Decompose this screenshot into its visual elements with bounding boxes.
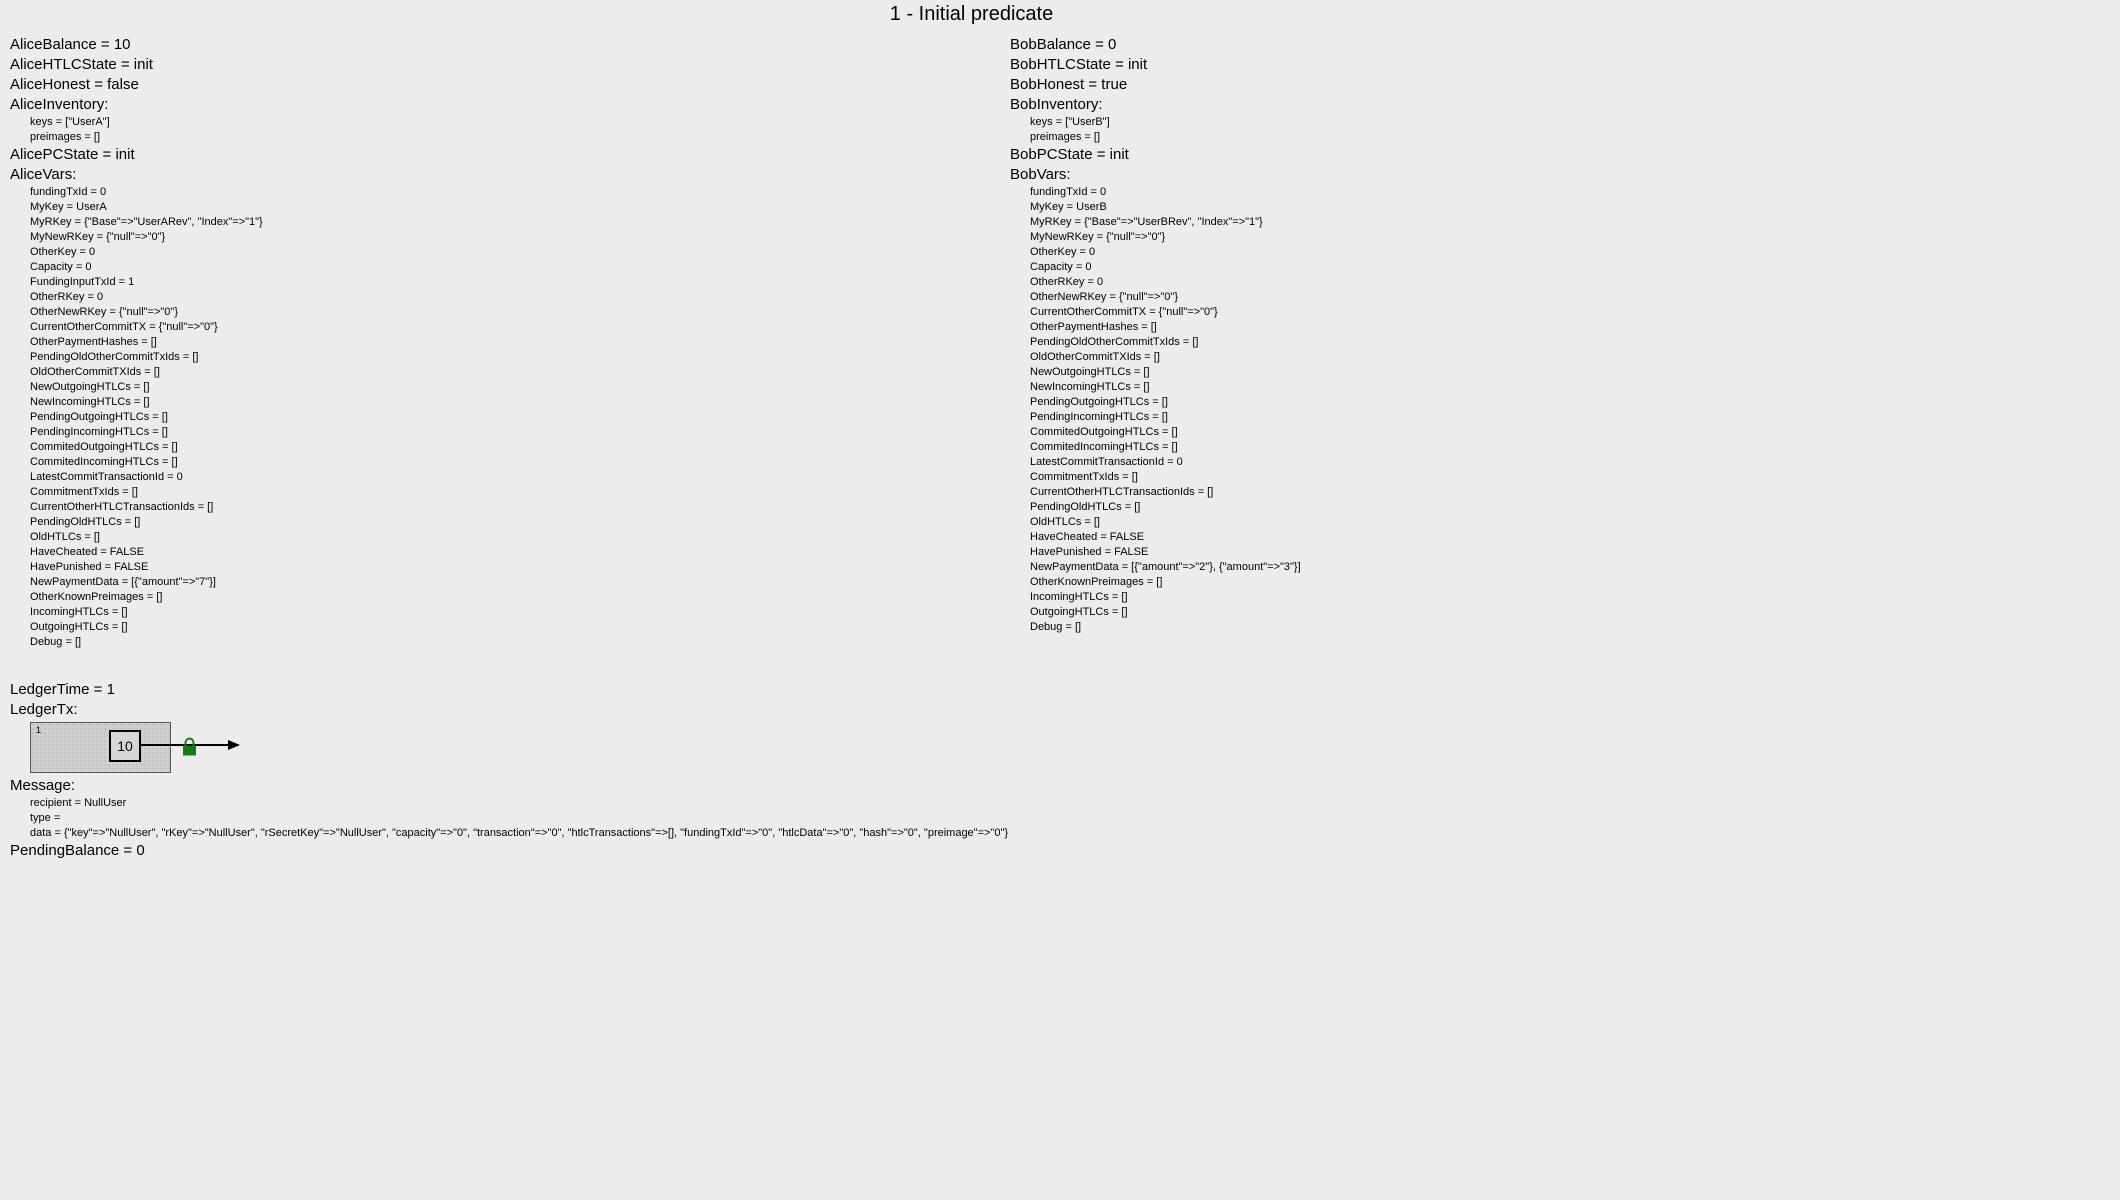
bob-vars-label: BobVars: [1010,166,1071,183]
output-arrow-icon [30,720,290,776]
alice-var-item: MyNewRKey = {"null"=>"0"} [30,231,166,243]
alice-var-item: OtherPaymentHashes = [] [30,336,157,348]
alice-var-item: OtherKey = 0 [30,246,96,258]
alice-var-item: NewPaymentData = [{"amount"=>"7"}] [30,576,216,588]
bob-var-item: OldOtherCommitTXIds = [] [1030,351,1160,363]
bob-var-item: OtherRKey = 0 [1030,276,1104,288]
alice-panel [10,35,263,650]
bob-var-item: OtherKey = 0 [1030,246,1096,258]
alice-var-item: CommitedOutgoingHTLCs = [] [30,441,178,453]
alice-var-item: CommitedIncomingHTLCs = [] [30,456,178,468]
alice-balance: AliceBalance = 10 [10,36,131,53]
alice-inventory-item: keys = ["UserA"] [30,116,110,128]
bob-inventory-label: BobInventory: [1010,96,1103,113]
alice-var-item: CurrentOtherHTLCTransactionIds = [] [30,501,214,513]
alice-honest: AliceHonest = false [10,76,139,93]
bob-var-item: PendingOutgoingHTLCs = [] [1030,396,1168,408]
alice-var-item: HaveCheated = FALSE [30,546,145,558]
page-title: 1 - Initial predicate [889,3,1054,25]
message-fields [10,796,1008,841]
alice-var-item: HavePunished = FALSE [30,561,149,573]
bob-var-item: CurrentOtherHTLCTransactionIds = [] [1030,486,1214,498]
bob-panel [1010,35,1301,635]
bob-var-item: CurrentOtherCommitTX = {"null"=>"0"} [1030,306,1218,318]
alice-var-item: MyRKey = {"Base"=>"UserARev", "Index"=>"1"} [30,216,263,228]
alice-var-item: OtherNewRKey = {"null"=>"0"} [30,306,179,318]
bob-var-item: fundingTxId = 0 [1030,186,1107,198]
bob-var-item: OtherPaymentHashes = [] [1030,321,1157,333]
alice-var-item: CurrentOtherCommitTX = {"null"=>"0"} [30,321,218,333]
alice-inventory-label: AliceInventory: [10,96,109,113]
alice-var-item: PendingOldHTLCs = [] [30,516,141,528]
alice-pc-state: AlicePCState = init [10,146,135,163]
lock-icon [183,739,196,756]
bob-vars-list [1010,185,1301,635]
bob-var-item: PendingOldOtherCommitTxIds = [] [1030,336,1199,348]
alice-var-item: fundingTxId = 0 [30,186,107,198]
bob-var-item: PendingOldHTLCs = [] [1030,501,1141,513]
message-field: data = {"key"=>"NullUser", "rKey"=>"NullUser", "rSecretKey"=>"NullUser", "capacity"=>"0", "transaction"=>"0", "htlcTransactions"=>[], "fundingTxId"=>"0", "htlcData"=>"0", "hash"=>"0", "preimage"=>"0"} [30,827,1009,839]
bob-var-item: HavePunished = FALSE [1030,546,1149,558]
alice-var-item: Debug = [] [30,636,82,648]
bob-var-item: MyRKey = {"Base"=>"UserBRev", "Index"=>"1"} [1030,216,1263,228]
bob-balance: BobBalance = 0 [1010,36,1117,53]
bob-htlc-state: BobHTLCState = init [1010,56,1148,73]
alice-var-item: OldHTLCs = [] [30,531,100,543]
alice-var-item: PendingIncomingHTLCs = [] [30,426,168,438]
bob-honest: BobHonest = true [1010,76,1128,93]
ledger-tx-label: LedgerTx: [10,701,78,718]
alice-var-item: MyKey = UserA [30,201,107,213]
alice-vars-list [10,185,263,650]
message-label: Message: [10,777,76,794]
bob-var-item: OtherNewRKey = {"null"=>"0"} [1030,291,1179,303]
ledger-tx-diagram [30,720,290,776]
alice-var-item: PendingOutgoingHTLCs = [] [30,411,168,423]
bob-var-item: MyKey = UserB [1030,201,1107,213]
alice-var-item: OtherKnownPreimages = [] [30,591,163,603]
alice-inventory-item: preimages = [] [30,131,101,143]
alice-var-item: PendingOldOtherCommitTxIds = [] [30,351,199,363]
ledger-section [10,680,1008,861]
alice-var-item: CommitmentTxIds = [] [30,486,138,498]
bob-inventory-list [1010,115,1301,145]
alice-var-item: OutgoingHTLCs = [] [30,621,128,633]
bob-var-item: IncomingHTLCs = [] [1030,591,1128,603]
bob-var-item: CommitedOutgoingHTLCs = [] [1030,426,1178,438]
bob-var-item: MyNewRKey = {"null"=>"0"} [1030,231,1166,243]
bob-var-item: Debug = [] [1030,621,1082,633]
bob-var-item: OutgoingHTLCs = [] [1030,606,1128,618]
bob-var-item: LatestCommitTransactionId = 0 [1030,456,1183,468]
bob-inventory-item: preimages = [] [1030,131,1101,143]
bob-var-item: CommitmentTxIds = [] [1030,471,1138,483]
alice-var-item: OtherRKey = 0 [30,291,104,303]
alice-vars-label: AliceVars: [10,166,77,183]
bob-var-item: NewPaymentData = [{"amount"=>"2"}, {"amount"=>"3"}] [1030,561,1301,573]
alice-var-item: IncomingHTLCs = [] [30,606,128,618]
message-field: type = [30,812,61,824]
alice-inventory-list [10,115,263,145]
bob-var-item: NewIncomingHTLCs = [] [1030,381,1150,393]
bob-var-item: NewOutgoingHTLCs = [] [1030,366,1150,378]
bob-var-item: OtherKnownPreimages = [] [1030,576,1163,588]
alice-var-item: OldOtherCommitTXIds = [] [30,366,160,378]
alice-var-item: Capacity = 0 [30,261,92,273]
bob-pc-state: BobPCState = init [1010,146,1129,163]
bob-inventory-item: keys = ["UserB"] [1030,116,1110,128]
alice-htlc-state: AliceHTLCState = init [10,56,153,73]
ledger-output-box[interactable]: 10 [109,730,141,762]
bob-var-item: OldHTLCs = [] [1030,516,1100,528]
message-field: recipient = NullUser [30,797,127,809]
alice-var-item: LatestCommitTransactionId = 0 [30,471,183,483]
alice-var-item: FundingInputTxId = 1 [30,276,135,288]
alice-var-item: NewIncomingHTLCs = [] [30,396,150,408]
pending-balance: PendingBalance = 0 [10,842,145,859]
bob-var-item: HaveCheated = FALSE [1030,531,1145,543]
bob-var-item: PendingIncomingHTLCs = [] [1030,411,1168,423]
bob-var-item: CommitedIncomingHTLCs = [] [1030,441,1178,453]
alice-var-item: NewOutgoingHTLCs = [] [30,381,150,393]
ledger-tx-id: 1 [36,725,42,735]
ledger-time: LedgerTime = 1 [10,681,115,698]
bob-var-item: Capacity = 0 [1030,261,1092,273]
